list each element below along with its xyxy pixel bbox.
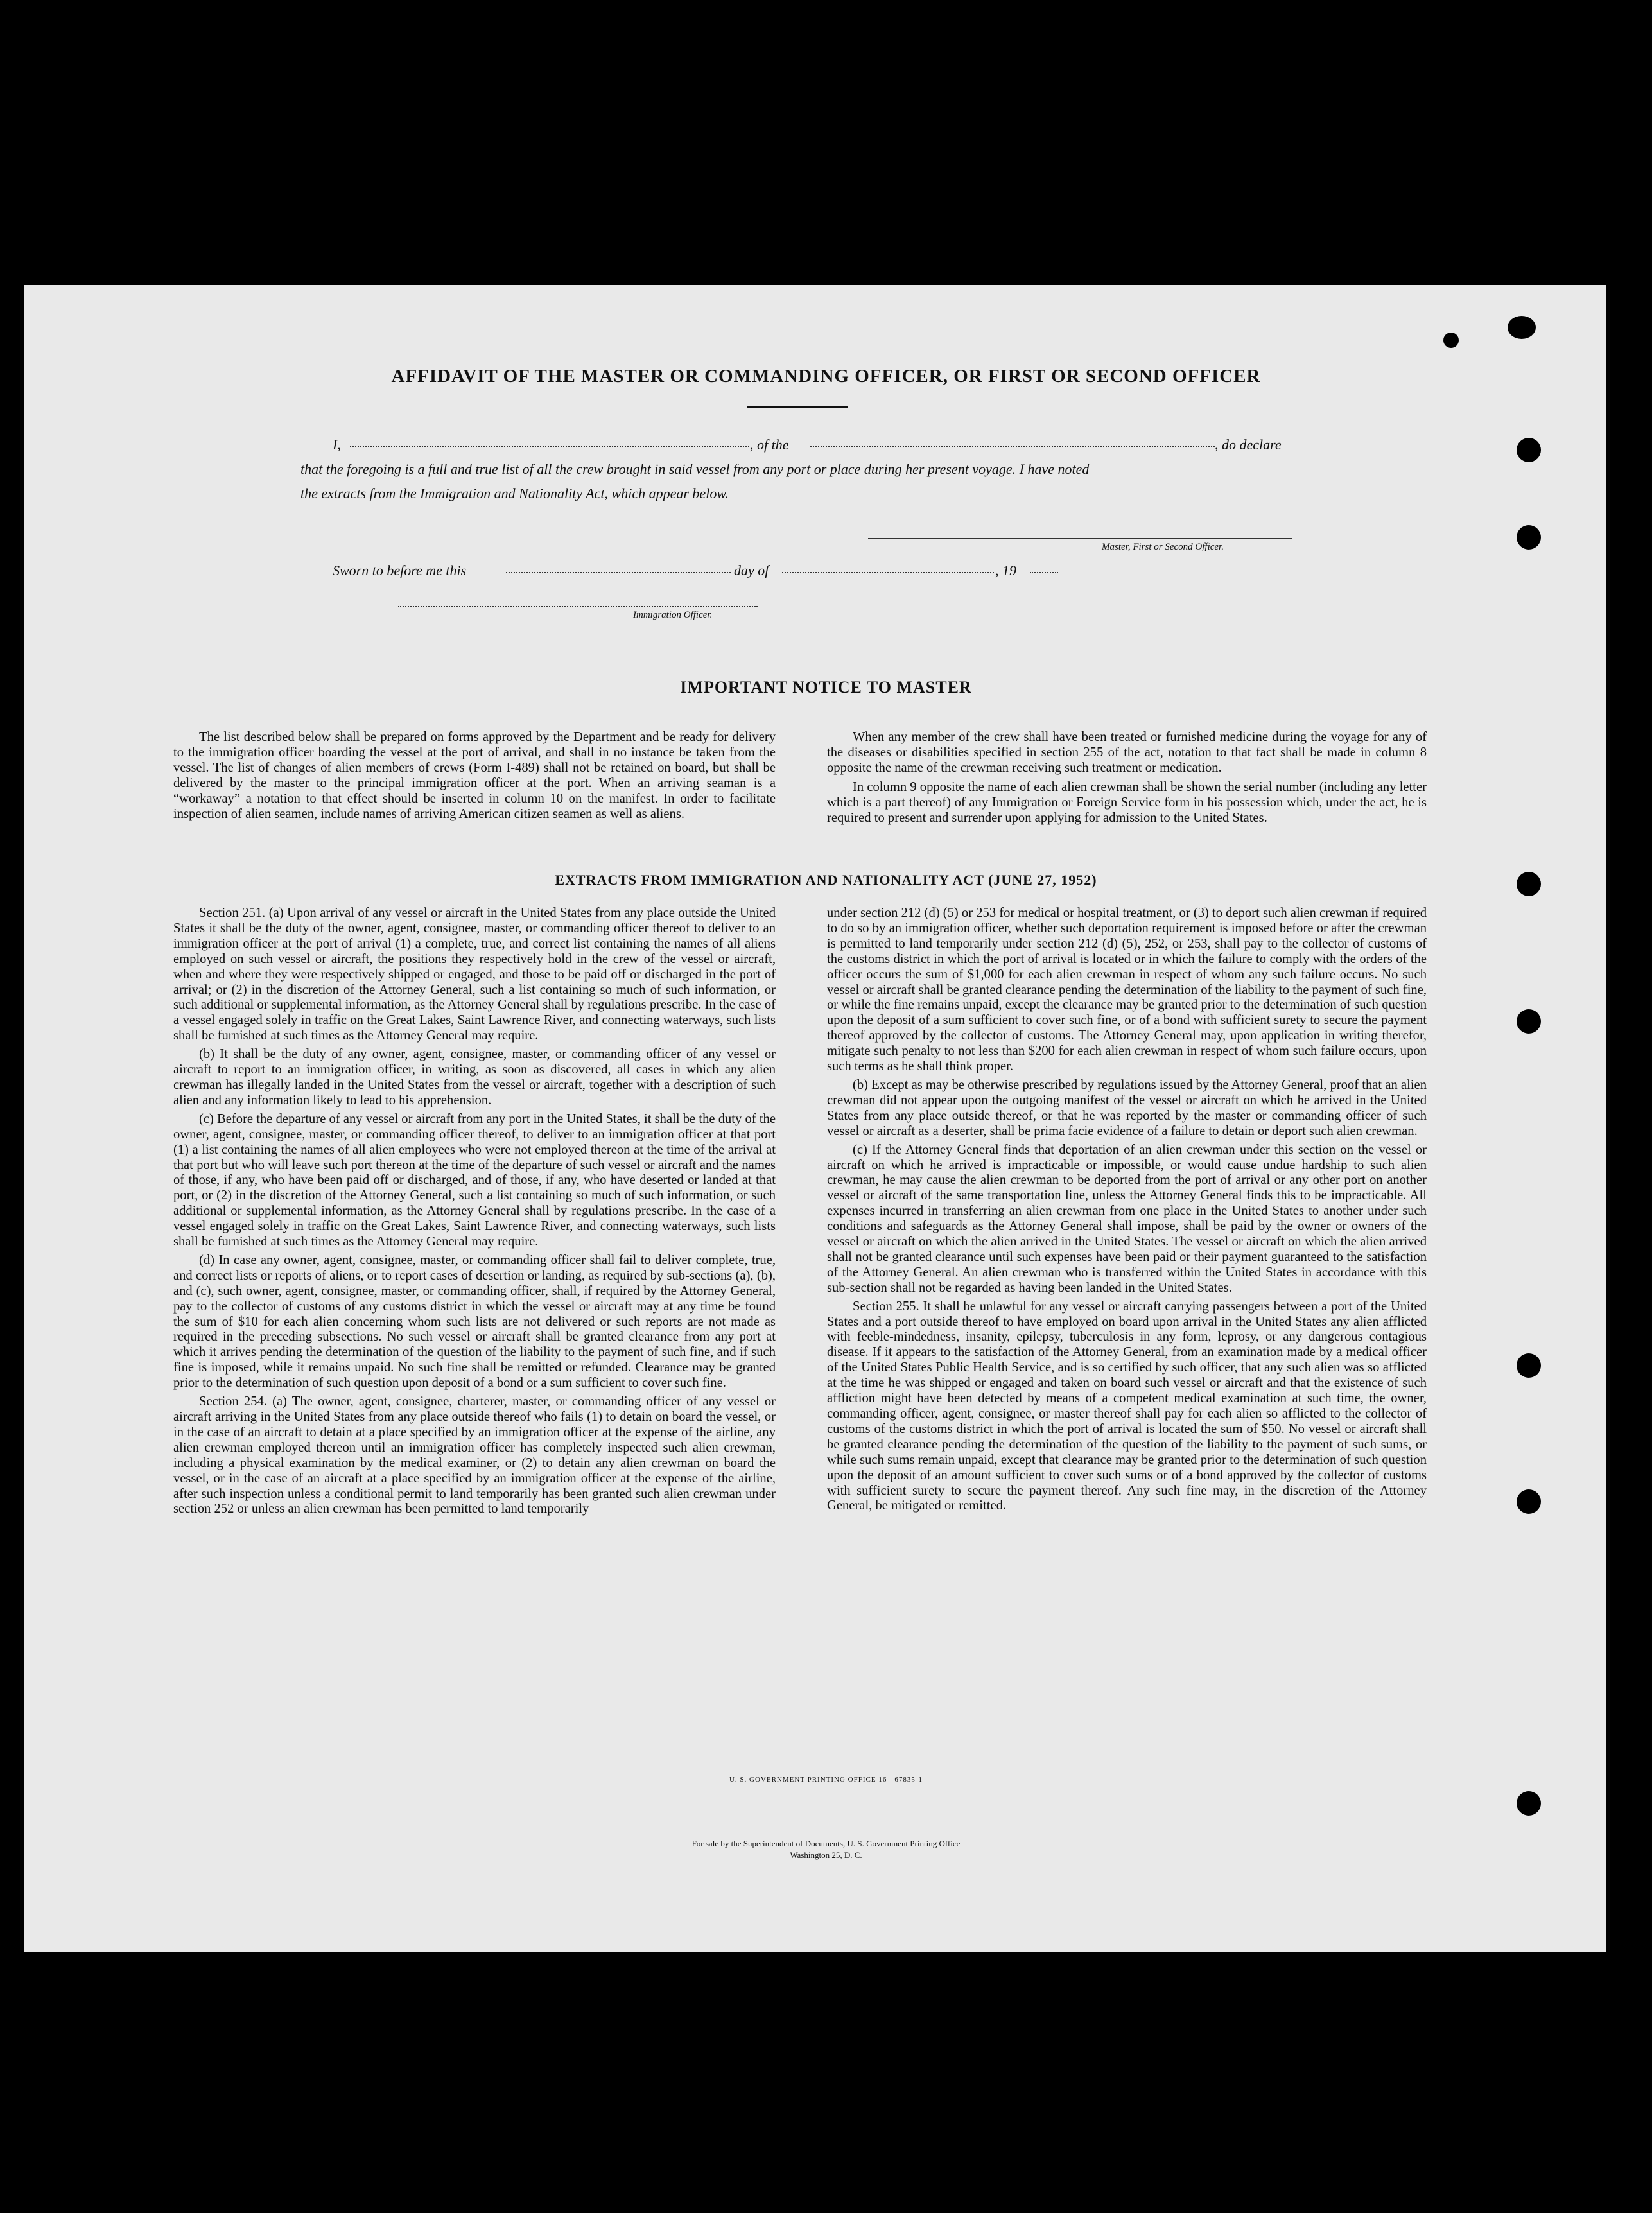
extract-paragraph: (b) Except as may be otherwise prescribed by regulations issued by the Attorney General, proof that an alien crewman did not appear upon the outgoing manifest of the vessel or aircraft on which he arrived in the United States from any place outside thereof, or that he was reported by the master or commanding officer of such vessel or aircraft as a deserter, shall be prima facie evidence of a failure to detain or deport such alien crewman. bbox=[827, 1077, 1427, 1138]
punch-hole bbox=[1517, 1489, 1541, 1514]
extracts-title: EXTRACTS FROM IMMIGRATION AND NATIONALITY ACT (JUNE 27, 1952) bbox=[555, 872, 1097, 888]
immigration-officer-signature-line bbox=[398, 606, 758, 607]
sale-line-1: For sale by the Superintendent of Documents, U. S. Government Printing Office bbox=[691, 1839, 961, 1848]
punch-hole bbox=[1508, 316, 1536, 339]
affidavit-body-line1: that the foregoing is a full and true list of all the crew brought in said vessel from any port or place during her present voyage. I have noted bbox=[300, 461, 1090, 477]
punch-hole bbox=[1517, 1009, 1541, 1034]
notice-paragraph: In column 9 opposite the name of each alien crewman shall be shown the serial number (including any letter which is a part thereof) of any Immigration or Foreign Service form in his possession which, under the act, he is required to present and surrender upon applying for admission to the United States. bbox=[827, 779, 1427, 825]
notice-left-column bbox=[173, 730, 776, 822]
notice-right-column bbox=[827, 730, 1427, 826]
extracts-left-column bbox=[173, 906, 776, 1517]
printing-office-line: U. S. GOVERNMENT PRINTING OFFICE 16—67835-1 bbox=[729, 1776, 923, 1783]
extracts-right-column bbox=[827, 906, 1427, 1514]
notice-paragraph: The list described below shall be prepared on forms approved by the Department and be ready for delivery to the immigration officer boarding the vessel at the port of arrival, and shall in no instance be taken from the vessel. The list of changes of alien members of crews (Form I-489) shall not be retained on board, but shall be delivered by the master to the principal immigration officer at the port. When an arriving seaman is a “workaway” a notation to that effect should be inserted in column 10 on the manifest. In order to facilitate inspection of alien seamen, include names of arriving American citizen seamen as well as aliens. bbox=[173, 730, 776, 821]
extract-paragraph: under section 212 (d) (5) or 253 for medical or hospital treatment, or (3) to deport such alien crewman if required to do so by an immigration officer, whether such deportation requirement is imposed before or after the crewman is permitted to land temporarily under section 212 (d) (5), 252, or 253, shall pay to the collector of customs of the customs district in which the port of arrival is located or in which the failure to comply with the orders of the officer occurs the sum of $1,000 for each alien crewman in respect of whom any such failure occurs. No such vessel or aircraft shall be granted clearance pending the determination of the liability to the payment of such fine, or while the fine remains unpaid, except the clearance may be granted prior to the determination of such question upon the deposit of a sum sufficient to cover such fine, or of a bond with sufficient surety to secure the payment thereof approved by the collector of customs. The Attorney General may, upon application in writing therefor, mitigate such penalty to not less than $200 for each alien crewman in respect of whom such failure occurs, upon such terms as he shall think proper. bbox=[827, 906, 1427, 1074]
notice-paragraph: When any member of the crew shall have been treated or furnished medicine during the voyage for any of the diseases or disabilities specified in section 255 of the act, notation to that fact shall be made in column 8 opposite the name of the crewman receiving such treatment or medication. bbox=[827, 730, 1427, 775]
year-label: , 19 bbox=[995, 562, 1016, 578]
immigration-officer-caption: Immigration Officer. bbox=[633, 610, 713, 620]
master-signature-caption: Master, First or Second Officer. bbox=[1102, 542, 1224, 552]
sworn-label: Sworn to before me this bbox=[333, 562, 467, 578]
punch-hole bbox=[1517, 1353, 1541, 1378]
vessel-blank-line bbox=[810, 446, 1215, 447]
extract-paragraph: (c) Before the departure of any vessel or aircraft from any port in the United States, it shall be the duty of the owner, agent, consignee, master, or commanding officer thereof, to deliver to an immigration officer at that port (1) a list containing the names of all alien employees who were not employed thereon at the time of the arrival at that port but who will leave such port thereon at the time of the departure of such vessel or aircraft and the names of those, if any, who have been paid off or discharged, and of those, if any, who have deserted or landed at that port, or (2) in the discretion of the Attorney General, such a list containing so much of such information, or such additional or supplemental information, as the Attorney General shall by regulations prescribe. In the case of a vessel engaged solely in traffic on the Great Lakes, Saint Lawrence River, and connecting waterways, such lists shall be furnished at such times as the Attorney General may require. bbox=[173, 1111, 776, 1249]
punch-hole bbox=[1517, 438, 1541, 462]
affidavit-title: AFFIDAVIT OF THE MASTER OR COMMANDING OFFICER, OR FIRST OR SECOND OFFICER bbox=[391, 366, 1261, 386]
punch-hole bbox=[1517, 1791, 1541, 1816]
master-signature-line bbox=[868, 538, 1292, 539]
day-of-label: day of bbox=[734, 562, 769, 578]
sale-line-2: Washington 25, D. C. bbox=[790, 1850, 862, 1860]
extract-paragraph: (d) In case any owner, agent, consignee, master, or commanding officer shall fail to deliver complete, true, and correct lists or reports of aliens, or to report cases of desertion or landing, as required by sub-sections (a), (b), and (c), such owner, agent, consignee, master, or commanding officer, shall, if required by the Attorney General, pay to the collector of customs of any customs district in which the vessel or aircraft may at any time be found the sum of $10 for each alien concerning whom such lists are not delivered or such reports are not made as required in the preceding subsections. No such vessel or aircraft shall be granted clearance from any port at which it arrives pending the determination of the question of the liability to the payment of such fine, and if such fine is imposed, while it remains unpaid. No such fine shall be remitted or refunded. Clearance may be granted prior to the determination of such question upon deposit of a bond or a sum sufficient to cover such fine. bbox=[173, 1253, 776, 1391]
extract-paragraph: Section 254. (a) The owner, agent, consignee, charterer, master, or commanding officer of any vessel or aircraft arriving in the United States from any place outside thereof who fails (1) to detain on board the vessel, or in the case of an aircraft to detain at a place specified by an immigration officer at the expense of the airline, any alien crewman employed thereon until an immigration officer has completely inspected such alien crewman, including a physical examination by the medical examiner, or (2) to detain any alien crewman on board the vessel, or in the case of an aircraft at a place specified by an immigration officer at the expense of the airline, after such inspection unless a conditional permit to land temporarily has been granted such alien crewman under section 252 or unless an alien crewman has been permitted to land temporarily bbox=[173, 1394, 776, 1516]
title-rule bbox=[747, 406, 848, 408]
affidavit-body-line2: the extracts from the Immigration and Nationality Act, which appear below. bbox=[300, 485, 729, 501]
extract-paragraph: (b) It shall be the duty of any owner, agent, consignee, master, or commanding officer of any vessel or aircraft to report to an immigration officer, in writing, as soon as discovered, all cases in which any alien crewman has illegally landed in the United States from the vessel or aircraft, together with a description of such alien and any information likely to lead to his apprehension. bbox=[173, 1047, 776, 1107]
sworn-day-blank bbox=[506, 572, 731, 573]
name-blank-line bbox=[350, 446, 749, 447]
extract-paragraph: (c) If the Attorney General finds that deportation of an alien crewman under this section on the vessel or aircraft on which he arrived is impracticable or impossible, or would cause undue hardship to such alien crewman, he may cause the alien crewman to be deported from the port of arrival or any other port on another vessel or aircraft of the same transportation line, unless the Attorney General finds this to be impracticable. All expenses incurred in transferring an alien crewman from one place in the United States to another under such conditions and safeguards as the Attorney General shall impose, shall be paid by the owner or owners of the vessel or aircraft on which the alien arrived in the United States. The vessel or aircraft on which the alien arrived shall not be granted clearance until such expenses have been paid or their payment guaranteed to the satisfaction of the Attorney General. An alien crewman who is transferred within the United States in accordance with this sub-section shall not be regarded as having been landed in the United States. bbox=[827, 1142, 1427, 1295]
month-blank bbox=[782, 572, 994, 573]
extract-paragraph: Section 255. It shall be unlawful for any vessel or aircraft carrying passengers between a port of the United States and a port outside thereof to have employed on board upon arrival in the United States any alien afflicted with feeble-mindedness, insanity, epilepsy, tuberculosis in any form, leprosy, or any dangerous contagious disease. If it appears to the satisfaction of the Attorney General, from an examination made by a medical officer of the United States Public Health Service, and is so certified by such officer, that any such alien was so afflicted at the time he was shipped or engaged and taken on board such vessel or aircraft and that the existence of such affliction might have been detected by means of a competent medical examination at such time, the owner, commanding officer, agent, consignee, or master thereof shall pay for each alien so afflicted to the collector of customs of the customs district in which the port of arrival is located the sum of $50. No vessel or aircraft shall be granted clearance pending the determination of the question of the liability to the payment of such sums, or while such sums remain unpaid, except that clearance may be granted prior to the determination of such question upon the deposit of an amount sufficient to cover such sums or of a bond approved by the collector of customs with sufficient surety to secure the payment thereof. Any such fine may, in the discretion of the Attorney General, be mitigated or remitted. bbox=[827, 1299, 1427, 1513]
year-blank bbox=[1030, 572, 1058, 573]
extract-paragraph: Section 251. (a) Upon arrival of any vessel or aircraft in the United States from any place outside the United States it shall be the duty of the owner, agent, consignee, master, or commanding officer thereof to deliver to an immigration officer at the port of arrival (1) a complete, true, and correct list containing the names of all aliens employed on such vessel or aircraft, the positions they respectively hold in the crew of the vessel or aircraft, when and where they were respectively shipped or engaged, and those to be paid off or discharged in the port of arrival; or (2) in the discretion of the Attorney General, such a list containing so much of such information, or such additional or supplemental information, as the Attorney General shall by regulations prescribe. In the case of a vessel engaged solely in traffic on the Great Lakes, Saint Lawrence River, and connecting waterways, such lists shall be furnished at such times as the Attorney General may require. bbox=[173, 906, 776, 1043]
i-label: I, bbox=[333, 437, 341, 453]
punch-hole bbox=[1443, 333, 1459, 348]
notice-title: IMPORTANT NOTICE TO MASTER bbox=[680, 678, 972, 697]
do-declare-label: , do declare bbox=[1215, 437, 1282, 453]
punch-hole bbox=[1517, 525, 1541, 550]
of-the-label: , of the bbox=[750, 437, 789, 453]
